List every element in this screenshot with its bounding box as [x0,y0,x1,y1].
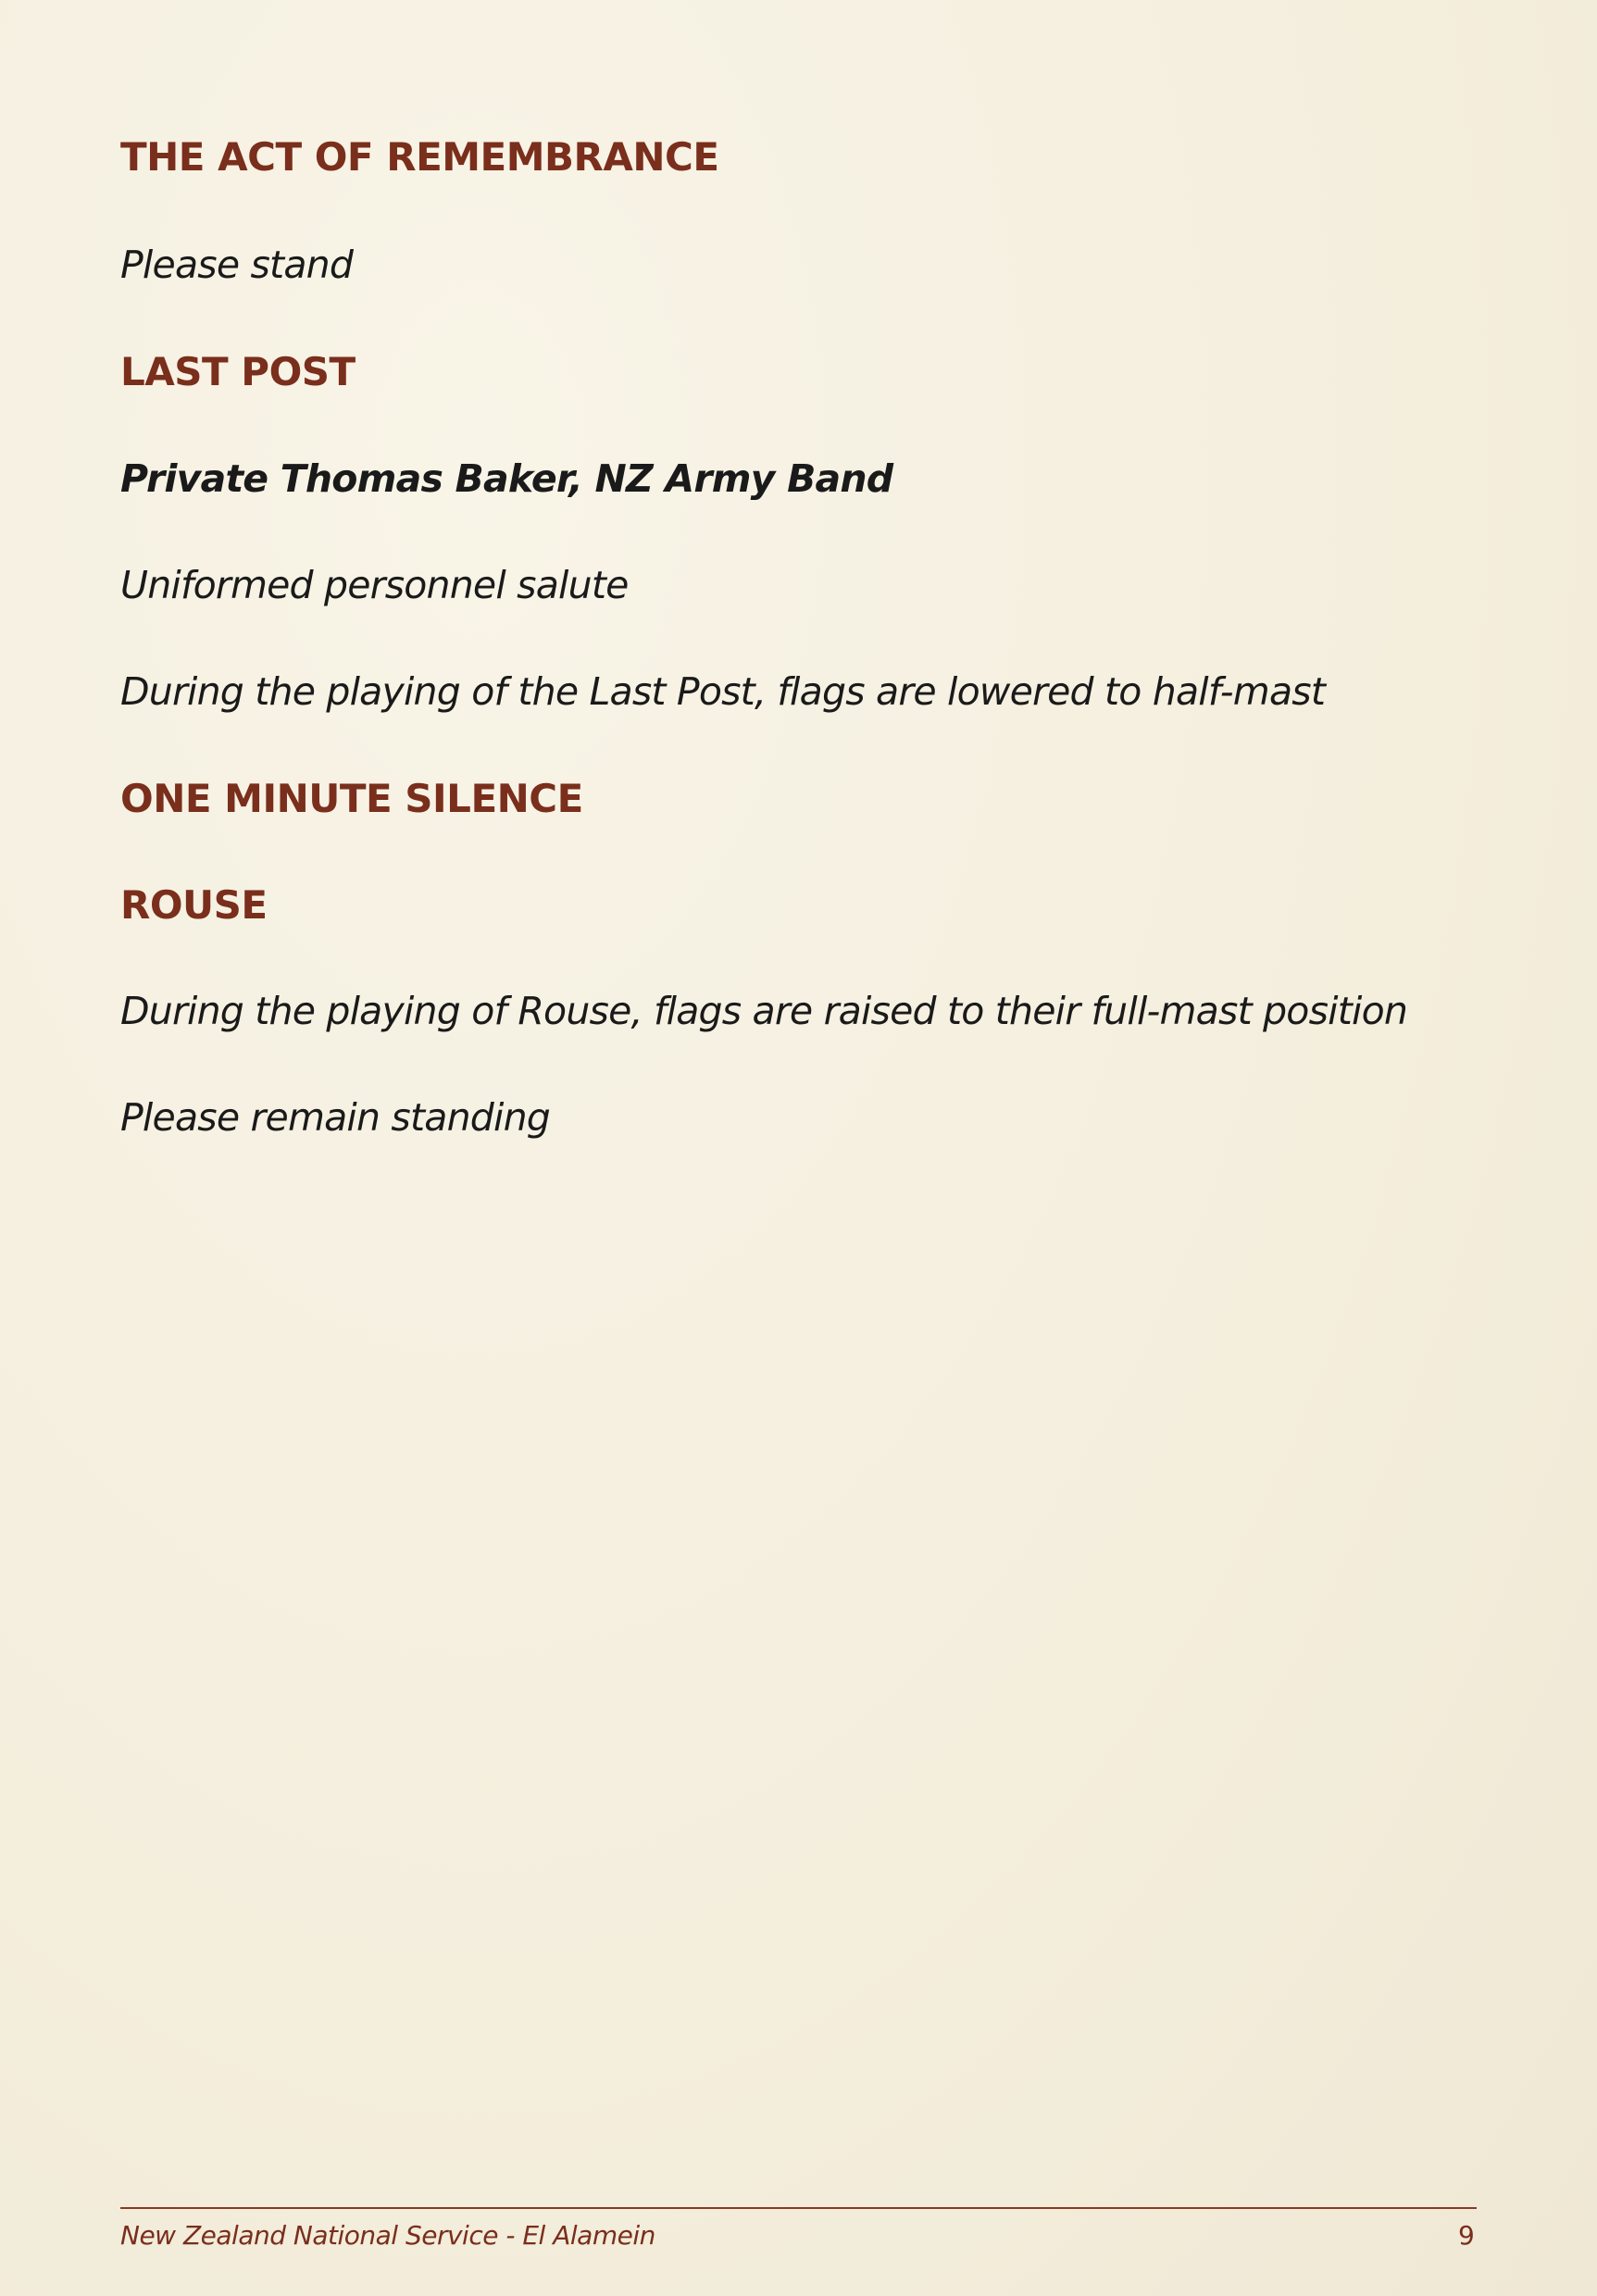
footer-divider [120,2207,1477,2209]
last-post-heading: LAST POST [120,349,356,394]
please-stand-instruction: Please stand [120,243,354,287]
remembrance-heading: THE ACT OF REMEMBRANCE [120,134,719,180]
last-post-flag-note: During the playing of the Last Post, flags are lowered to half-mast [120,669,1326,714]
rouse-heading: ROUSE [120,882,268,928]
uniformed-salute-instruction: Uniformed personnel salute [120,563,629,607]
remain-standing-instruction: Please remain standing [120,1095,551,1140]
performer-credit: Private Thomas Baker, NZ Army Band [120,456,893,501]
one-minute-silence-heading: ONE MINUTE SILENCE [120,776,583,821]
footer-title: New Zealand National Service - El Alamein [120,2220,655,2251]
page-number: 9 [1458,2220,1475,2251]
rouse-flag-note: During the playing of Rouse, flags are raised to their full-mast position [120,989,1408,1033]
